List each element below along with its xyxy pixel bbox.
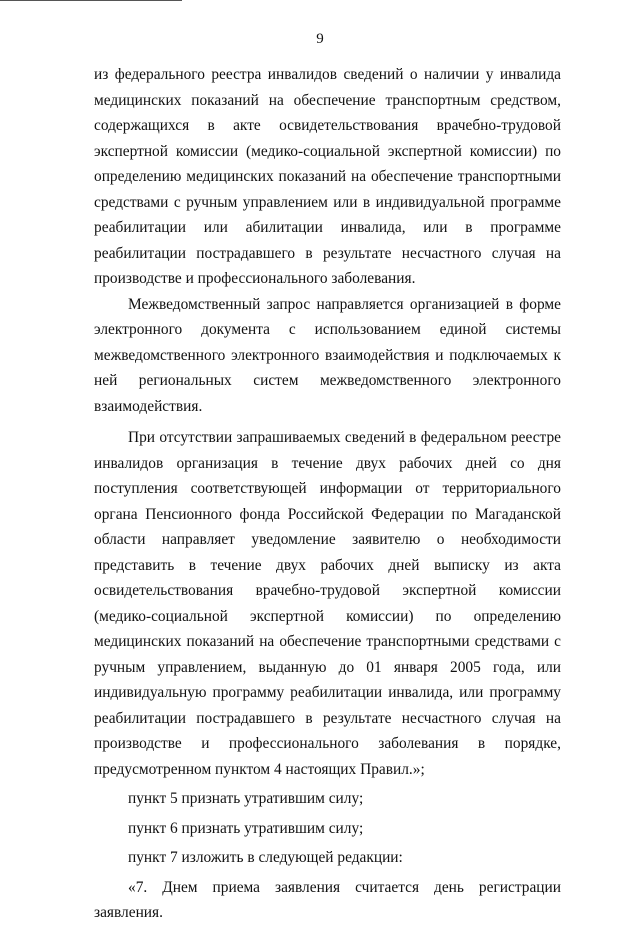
paragraph-interagency-request: Межведомственный запрос направляется организацией в форме электронного документа с использованием единой системы межведомственного электронного взаимодействия и подключаемых к ней региональных систем межведомственного электронного взаимодействия.	[94, 295, 561, 415]
page-number: 9	[316, 31, 324, 47]
paragraph-continuation: из федерального реестра инвалидов сведений о наличии у инвалида медицинских показаний на обеспечение транспортным средством, содержащихся в акте освидетельствования врачебно-трудовой экспертной комиссии (медико-социальной экспертной комиссии) по определению медицинских показаний на обеспечение транспортными средствами с ручным управлением или в индивидуальной программе реабилитации или абилитации инвалида, или в программе реабилитации пострадавшего в результате несчастного случая на производстве и профессионального заболевания.	[94, 66, 561, 287]
paragraph-missing-data: При отсутствии запрашиваемых сведений в федеральном реестре инвалидов организация в течение двух рабочих дней со дня поступления соответствующей информации от территориального органа Пенсионного фонда Российской Федерации по Магаданской области направляет уведомление заявителю о необходимости представить в течение двух рабочих дней выписку из акта освидетельствования врачебно-трудовой экспертной комиссии (медико-социальной экспертной комиссии) по определению медицинских показаний на обеспечение транспортными средствами с ручным управлением, выданную до 01 января 2005 года, или индивидуальную программу реабилитации инвалида, или программу реабилитации пострадавшего в результате несчастного случая на производстве и профессионального заболевания в порядке, предусмотренном пунктом 4 настоящих Правил.»;	[94, 429, 561, 778]
top-rule	[0, 0, 182, 1]
document-body	[94, 62, 561, 926]
paragraph-item-5: пункт 5 признать утратившим силу;	[128, 790, 364, 807]
paragraph-item-6: пункт 6 признать утратившим силу;	[128, 819, 364, 837]
paragraph-new-item-7: «7. Днем приема заявления считается день регистрации заявления.	[94, 878, 561, 921]
paragraph-item-7: пункт 7 изложить в следующей редакции:	[128, 849, 403, 866]
